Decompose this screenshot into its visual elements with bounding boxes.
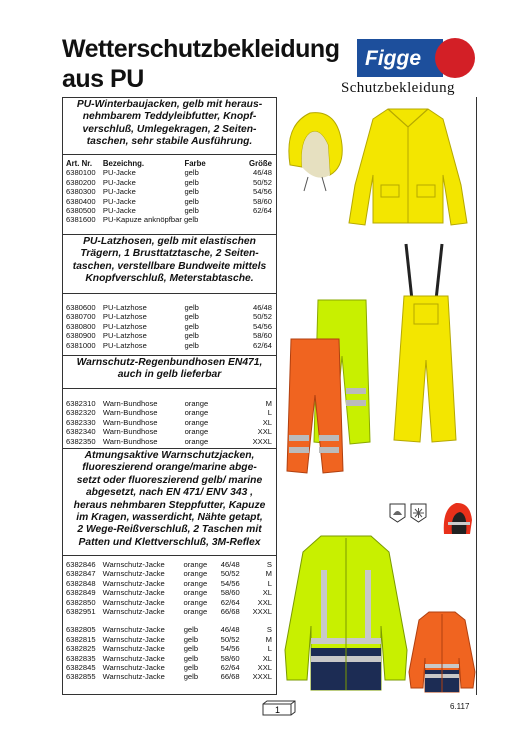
article-table — [63, 399, 276, 446]
hood-icon — [440, 500, 474, 536]
brand-subtitle: Schutzbekleidung — [341, 80, 455, 96]
table-row: 6382805 Warnschutz-Jacke gelb 46/48 S — [66, 625, 272, 635]
table-row: 6382951 Warnschutz-Jacke orange 66/68 XXXL — [66, 607, 272, 617]
section-warnschutzjacken — [63, 448, 276, 682]
table-row: 6382815 Warnschutz-Jacke gelb 50/52 M — [66, 634, 272, 644]
table-row: 6382845 Warnschutz-Jacke gelb 62/64 XXL — [66, 663, 272, 673]
table-row: 6380800 PU-Latzhose gelb 54/56 — [66, 321, 272, 331]
pu-bib-trousers-image — [386, 240, 466, 445]
table-row: 6382846 Warnschutz-Jacke orange 46/48 S — [66, 560, 272, 569]
table-row: 6380200 PU-Jacke gelb 50/52 — [66, 177, 272, 187]
table-row: 6382350 Warn-Bundhose orange XXXL — [66, 436, 272, 446]
table-row: 6382340 Warn-Bundhose orange XXL — [66, 427, 272, 437]
warn-jacket-yellow-image — [281, 530, 411, 695]
table-row: 6380900 PU-Latzhose gelb 58/60 — [66, 331, 272, 341]
table-row: 6381000 PU-Latzhose gelb 62/64 — [66, 340, 272, 350]
section-heading: Warnschutz-Regenbundhosen EN471, auch in gelb lieferbar — [63, 355, 276, 389]
table-row: 6382825 Warnschutz-Jacke gelb 54/56 L — [66, 644, 272, 654]
table-row: 6381600 PU-Kapuze anknöpfbar gelb — [66, 215, 199, 225]
figge-logo — [357, 38, 475, 78]
table-row: 6382320 Warn-Bundhose orange L — [66, 408, 272, 418]
page-number: 6.117 — [450, 702, 470, 711]
table-row: 6382850 Warnschutz-Jacke orange 62/64 XXL — [66, 597, 272, 607]
table-row: 6380400 PU-Jacke gelb 58/60 — [66, 196, 272, 206]
article-table-gelb — [63, 625, 276, 681]
title-line-1: Wetterschutzbekleidung — [62, 35, 340, 63]
pu-hood-image — [280, 105, 350, 195]
section-winterjacken — [63, 98, 276, 225]
rain-protection-icon — [389, 503, 406, 523]
section-latzhosen — [63, 234, 276, 350]
table-row: 6382847 Warnschutz-Jacke orange 50/52 M — [66, 569, 272, 579]
svg-text:1: 1 — [275, 705, 281, 715]
table-row: 6380700 PU-Latzhose gelb 50/52 — [66, 312, 272, 322]
right-border — [476, 97, 477, 695]
table-row: 6382835 Warnschutz-Jacke gelb 58/60 XL — [66, 653, 272, 663]
table-row: 6380600 PU-Latzhose gelb 46/48 — [66, 303, 272, 312]
page-indicator — [262, 700, 296, 716]
warn-trousers-orange-image — [285, 335, 345, 475]
table-row: 6380100 PU-Jacke gelb 46/48 — [66, 168, 272, 178]
table-row: 6382330 Warn-Bundhose orange XL — [66, 417, 272, 427]
article-table-orange — [63, 560, 276, 616]
section-heading: PU-Latzhosen, gelb mit elastischen Trägern, 1 Brusttatztasche, 2 Seiten- taschen, verstellbare Bundweite mittels Knopfverschluß, Meterstabtasche. — [63, 234, 276, 294]
section-regenbundhosen — [63, 355, 276, 446]
cold-protection-icon — [410, 503, 427, 523]
page-title — [62, 34, 339, 94]
article-table — [63, 303, 276, 350]
table-header: Art. Nr. Bezeichng. Farbe Größe — [66, 159, 272, 168]
table-row: 6382848 Warnschutz-Jacke orange 54/56 L — [66, 578, 272, 588]
table-row: 6380500 PU-Jacke gelb 62/64 — [66, 206, 272, 216]
table-row: 6382310 Warn-Bundhose orange M — [66, 399, 272, 408]
logo-text: Figge — [365, 47, 421, 70]
product-table — [62, 97, 277, 695]
title-line-2: aus PU — [62, 65, 144, 93]
section-heading: Atmungsaktive Warnschutzjacken, fluoreszierend orange/marine abge- setzt oder fluoreszierend gelb/ marine abgesetzt, nach EN 471/ ENV 343 , heraus nehmbaren Steppfutter, Kapuze im Kragen, wasserdicht, Nähte getapt, 2 Wege-Reißverschluß, 2 Taschen mit Patten und Klettverschluß, 3M-Reflex — [63, 448, 276, 556]
article-table — [63, 159, 276, 225]
section-heading: PU-Winterbaujacken, gelb mit heraus- nehmbarem Teddyleibfutter, Knopf- verschluß, Umlegekragen, 2 Seiten- taschen, sehr stabile Ausführung. — [63, 98, 276, 155]
warn-jacket-orange-image — [407, 608, 477, 693]
pu-jacket-image — [343, 105, 473, 230]
table-row: 6382849 Warnschutz-Jacke orange 58/60 XL — [66, 588, 272, 598]
table-row: 6382855 Warnschutz-Jacke gelb 66/68 XXXL — [66, 672, 272, 682]
table-row: 6380300 PU-Jacke gelb 54/56 — [66, 187, 272, 197]
